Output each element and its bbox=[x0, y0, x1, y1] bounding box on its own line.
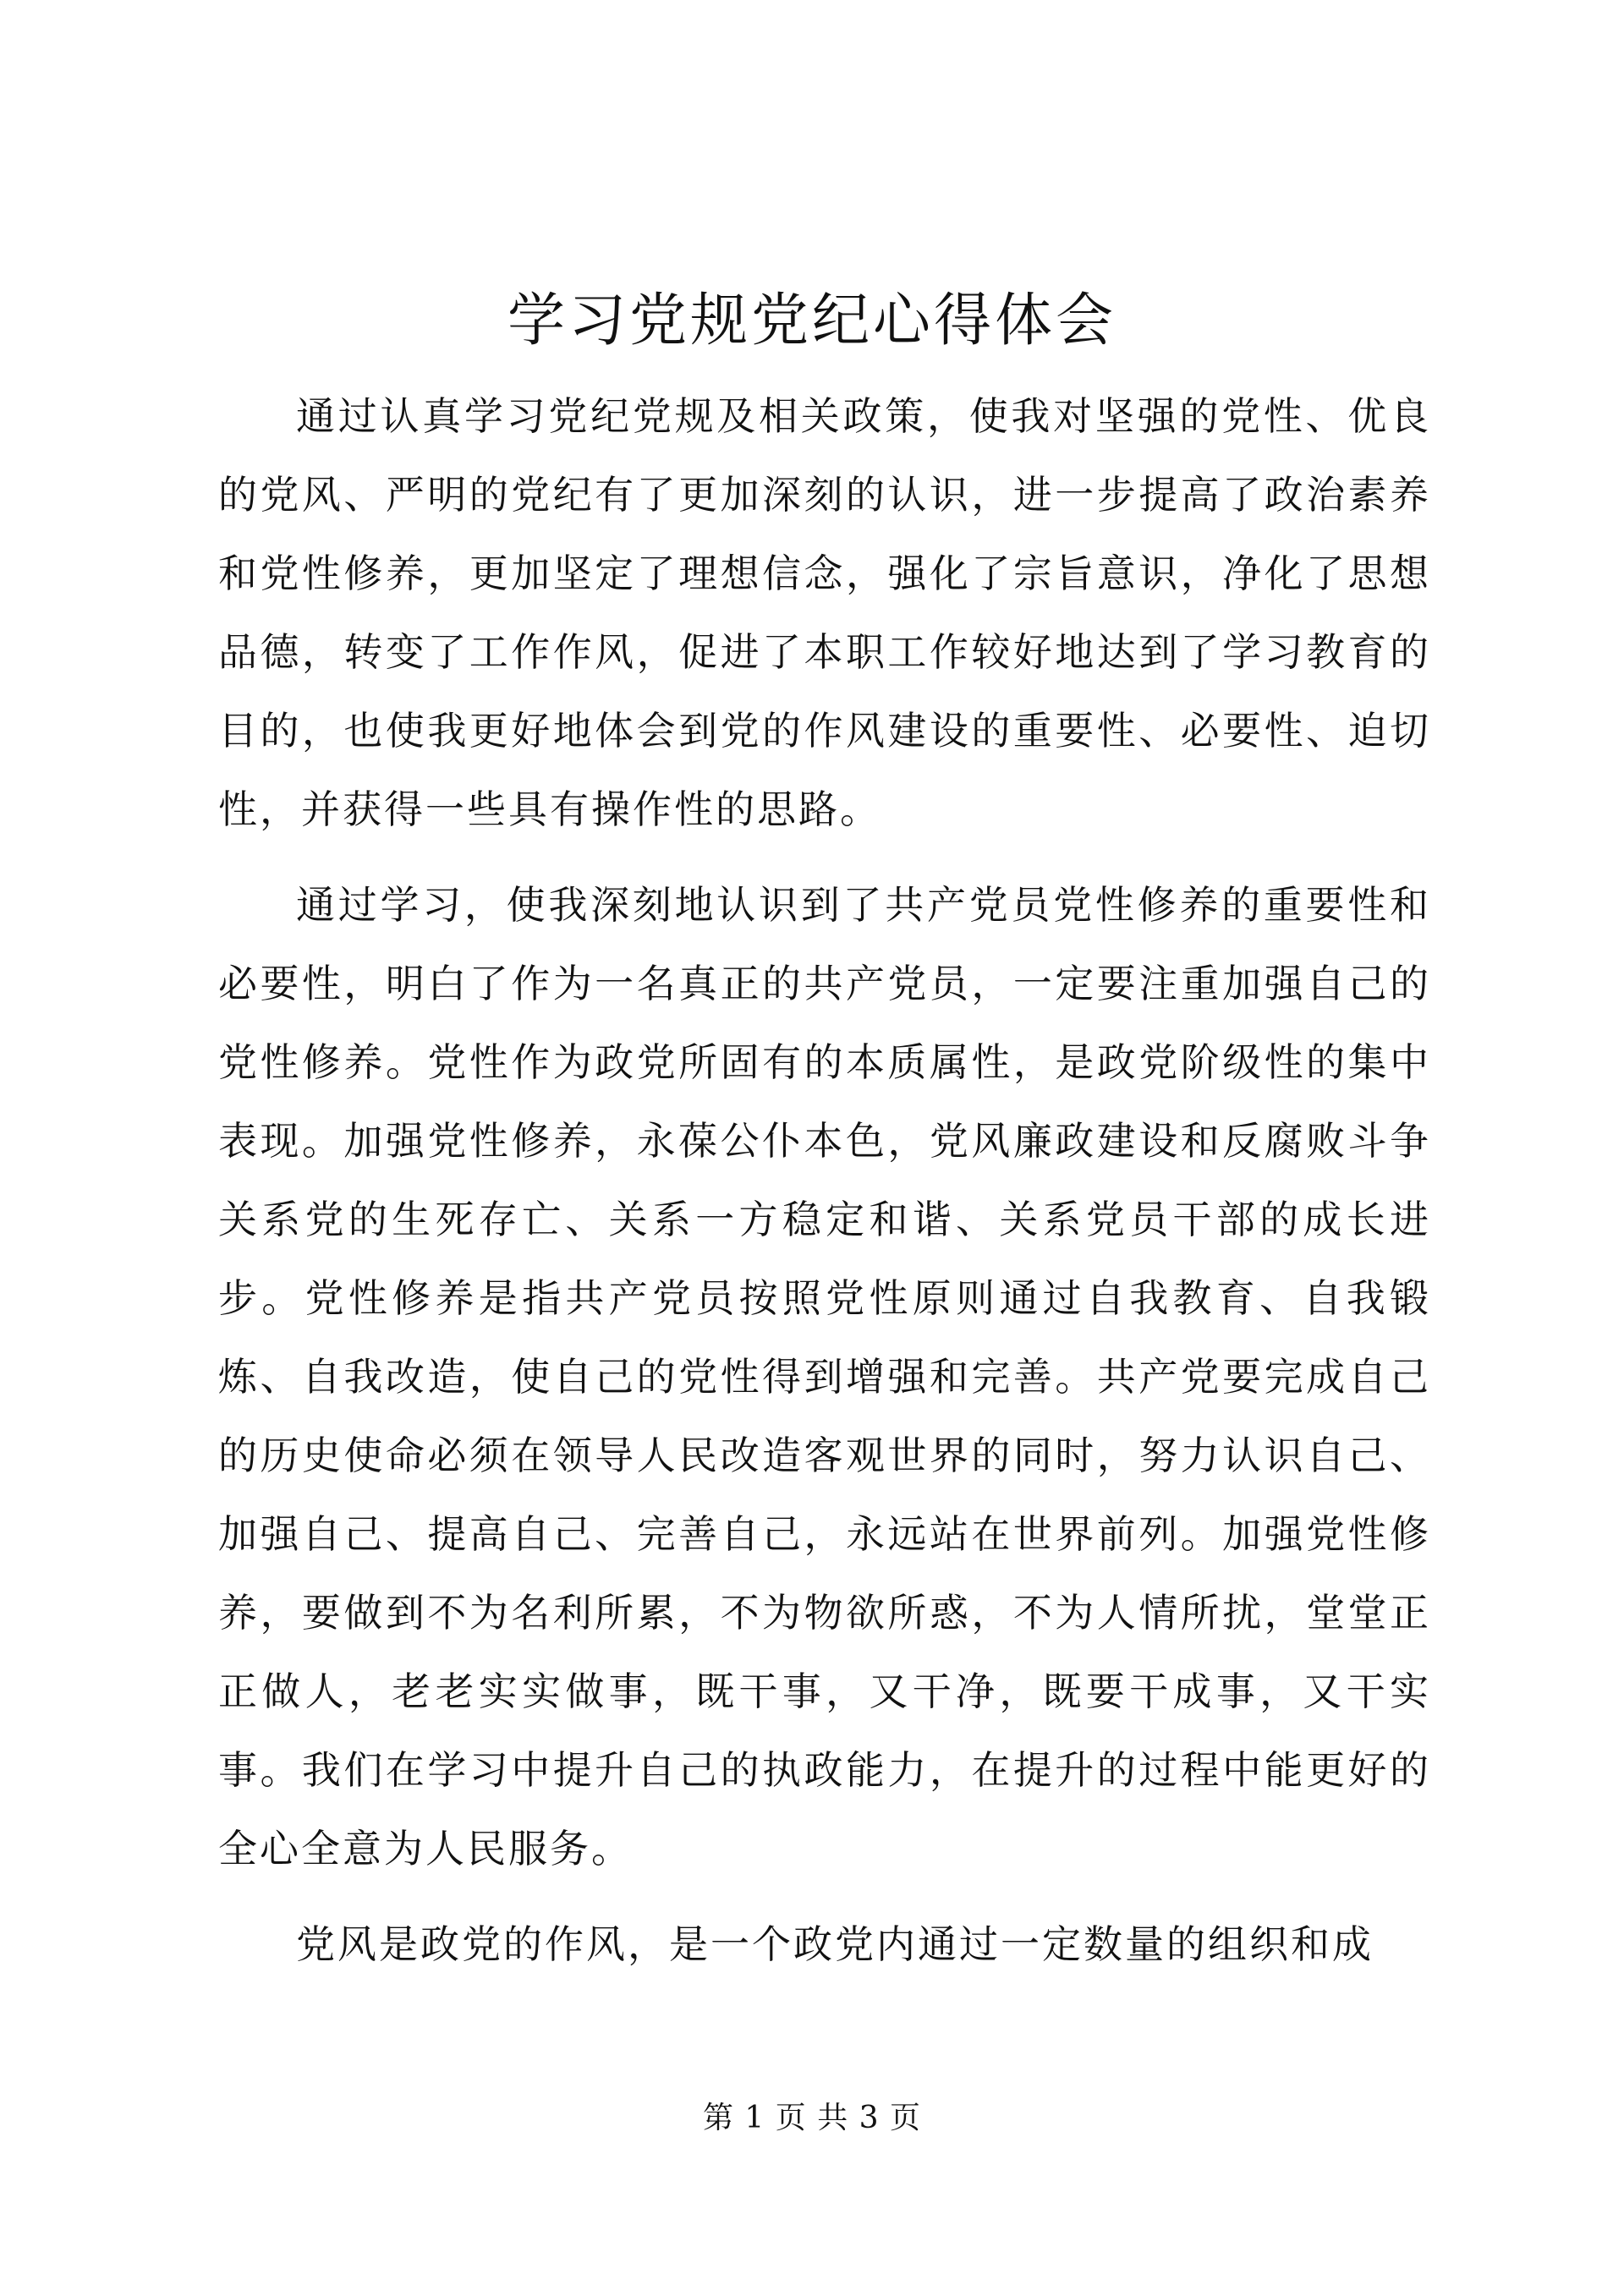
page-number-indicator: 第 1 页 共 3 页 bbox=[702, 2101, 922, 2135]
paragraph-2: 通过学习，使我深刻地认识到了共产党员党性修养的重要性和必要性，明白了作为一名真正的共产党员，一定要注重加强自己的党性修养。党性作为政党所固有的本质属性，是政党阶级性的集中表现。加强党性修养，永葆公仆本色，党风廉政建设和反腐败斗争关系党的生死存亡、关系一方稳定和谐、关系党员干部的成长进步。党性修养是指共产党员按照党性原则通过自我教育、自我锻炼、自我改造，使自己的党性得到增强和完善。共产党要完成自己的历史使命必须在领导人民改造客观世界的同时，努力认识自己、加强自己、提高自己、完善自己，永远站在世界前列。加强党性修养，要做到不为名利所累，不为物欲所惑，不为人情所扰，堂堂正正做人，老老实实做事，既干事，又干净，既要干成事，又干实事。我们在学习中提升自己的执政能力，在提升的过程中能更好的全心全意为人民服务。 bbox=[218, 882, 1431, 1871]
page-footer bbox=[0, 2097, 1624, 2140]
document-body bbox=[218, 377, 1431, 1984]
paragraph-1: 通过认真学习党纪党规及相关政策，使我对坚强的党性、优良的党风、严明的党纪有了更加深刻的认识，进一步提高了政治素养和党性修养，更加坚定了理想信念，强化了宗旨意识，净化了思想品德，转变了工作作风，促进了本职工作较好地达到了学习教育的目的，也使我更好地体会到党的作风建设的重要性、必要性、迫切性，并获得一些具有操作性的思路。 bbox=[218, 393, 1431, 832]
paragraph-3: 党风是政党的作风，是一个政党内通过一定数量的组织和成 bbox=[296, 1921, 1374, 1967]
document-title: 学习党规党纪心得体会 bbox=[507, 288, 1116, 354]
